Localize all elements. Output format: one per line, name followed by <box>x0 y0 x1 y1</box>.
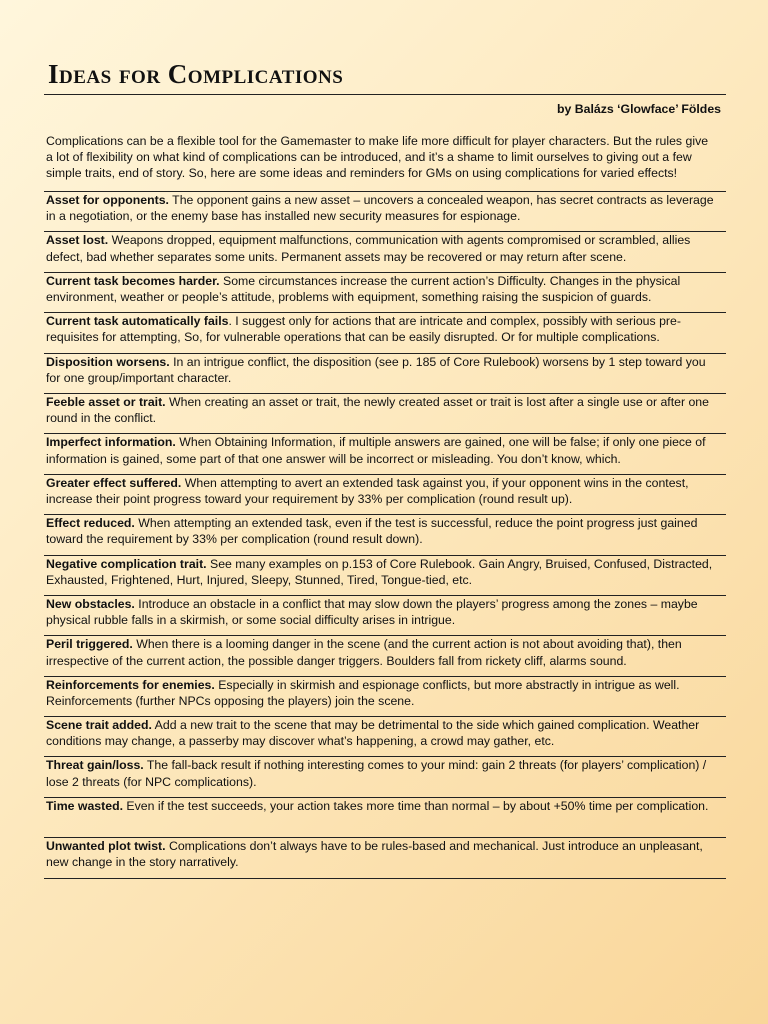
complication-entry <box>44 474 726 514</box>
complication-name: Disposition worsens. <box>46 354 170 369</box>
complication-name: Current task automatically fails <box>46 314 229 329</box>
complication-description: When Obtaining Information, if multiple answers are gained, one will be false; if only one piece of information is gained, some part of that one answer will be incorrect or misleading. You don’t know, which. <box>46 435 706 466</box>
complication-name: Negative complication trait. <box>46 556 207 571</box>
document-page <box>44 58 726 879</box>
complication-name: Effect reduced. <box>46 516 135 531</box>
complication-entry <box>44 797 726 837</box>
complication-description: Some circumstances increase the current action’s Difficulty. Changes in the physical environment, weather or people’s attitude, problems with equipment, something raising the suspicion of guards. <box>46 273 681 304</box>
complication-description: When there is a looming danger in the scene (and the current action is not about avoiding that), then irrespective of the current action, the possible danger triggers. Boulders fall from rickety cliff, alarms sound. <box>46 637 682 668</box>
complication-entry <box>44 595 726 635</box>
complication-name: Current task becomes harder. <box>46 273 220 288</box>
complication-description: When attempting an extended task, even if the test is successful, reduce the point progress just gained toward the requirement by 33% per complication (round result down). <box>46 516 698 547</box>
complication-name: Reinforcements for enemies. <box>46 677 215 692</box>
complication-description: When attempting to avert an extended task against you, if your opponent wins in the contest, increase their point progress toward your requirement by 33% per complication (round result up). <box>46 475 689 506</box>
complication-name: New obstacles. <box>46 596 135 611</box>
complication-description: Introduce an obstacle in a conflict that may slow down the players’ progress among the zones – maybe physical rubble falls in a skirmish, or some social difficulty arises in intrigue. <box>46 596 698 628</box>
complication-description: The fall-back result if nothing interesting comes to your mind: gain 2 threats (for players’ complication) / lose 2 threats (for NPC complications). <box>46 758 707 789</box>
list-end-divider <box>44 878 726 879</box>
complication-entry <box>44 756 726 796</box>
complication-name: Unwanted plot twist. <box>46 839 166 854</box>
complication-description: The opponent gains a new asset – uncovers a concealed weapon, has secret contracts as leverage in a negotiation, or the enemy base has installed new security measures for espionage. <box>46 193 714 224</box>
complication-description: Especially in skirmish and espionage conflicts, but more abstractly in intrigue as well. Reinforcements (further NPCs opposing the players) join the scene. <box>46 677 680 708</box>
complication-name: Threat gain/loss. <box>46 758 144 773</box>
complication-name: Asset lost. <box>46 233 109 248</box>
complication-name: Peril triggered. <box>46 637 133 652</box>
complication-entry <box>44 676 726 716</box>
page-title: Ideas for Complications <box>48 59 344 89</box>
complication-name: Feeble asset or trait. <box>46 394 166 409</box>
complication-name: Imperfect information. <box>46 435 176 450</box>
complication-description: See many examples on p.153 of Core Rulebook. Gain Angry, Bruised, Confused, Distracted, Exhausted, Frightened, Hurt, Injured, Sleepy, Stunned, Tired, Tongue-tied, etc. <box>46 556 713 587</box>
complication-description: Even if the test succeeds, your action takes more time than normal – by about +50% time per complication. <box>123 798 709 813</box>
complication-description: . I suggest only for actions that are intricate and complex, possibly with serious pre-requisites for attempting, So, for vulnerable operations that can be easily disrupted. Or for multiple complications. <box>46 314 681 345</box>
complication-entry <box>44 716 726 756</box>
complication-entry <box>44 353 726 393</box>
complication-entry <box>44 837 726 877</box>
complication-list <box>44 191 726 878</box>
complication-name: Time wasted. <box>46 798 123 813</box>
complication-name: Scene trait added. <box>46 718 152 733</box>
complication-entry <box>44 514 726 554</box>
title-divider <box>44 94 726 95</box>
complication-entry <box>44 312 726 352</box>
complication-entry <box>44 555 726 595</box>
complication-description: When creating an asset or trait, the newly created asset or trait is lost after a single use or after one round in the conflict. <box>46 394 709 426</box>
complication-entry <box>44 191 726 231</box>
complication-entry <box>44 635 726 675</box>
complication-entry <box>44 231 726 271</box>
author-byline: by Balázs ‘Glowface’ Földes <box>556 102 721 116</box>
intro-paragraph: Complications can be a flexible tool for the Gamemaster to make life more difficult for player characters. But the rules give a lot of flexibility on what kind of complications can be introduced, and it’s a shame to limit ourselves to giving out a few simple traits, end of story. So, here are some ideas and reminders for GMs on using complications for varied effects! <box>46 134 709 180</box>
complication-name: Greater effect suffered. <box>46 475 182 490</box>
complication-description: Complications don’t always have to be rules-based and mechanical. Just introduce an unpleasant, new change in the story narratively. <box>46 839 703 870</box>
complication-name: Asset for opponents. <box>46 193 169 207</box>
complication-entry <box>44 433 726 473</box>
complication-entry <box>44 272 726 312</box>
complication-description: Weapons dropped, equipment malfunctions, communication with agents compromised or scrambled, allies defect, bad whether separates some units. Permanent assets may be recovered or may return after scene. <box>46 233 691 264</box>
complication-description: Add a new trait to the scene that may be detrimental to the side which gained complication. Weather conditions may change, a passerby may discover what’s happening, a crowd may gather, etc. <box>46 718 700 749</box>
complication-description: In an intrigue conflict, the disposition (see p. 185 of Core Rulebook) worsens by 1 step toward you for one group/important character. <box>46 354 706 385</box>
complication-entry <box>44 393 726 433</box>
